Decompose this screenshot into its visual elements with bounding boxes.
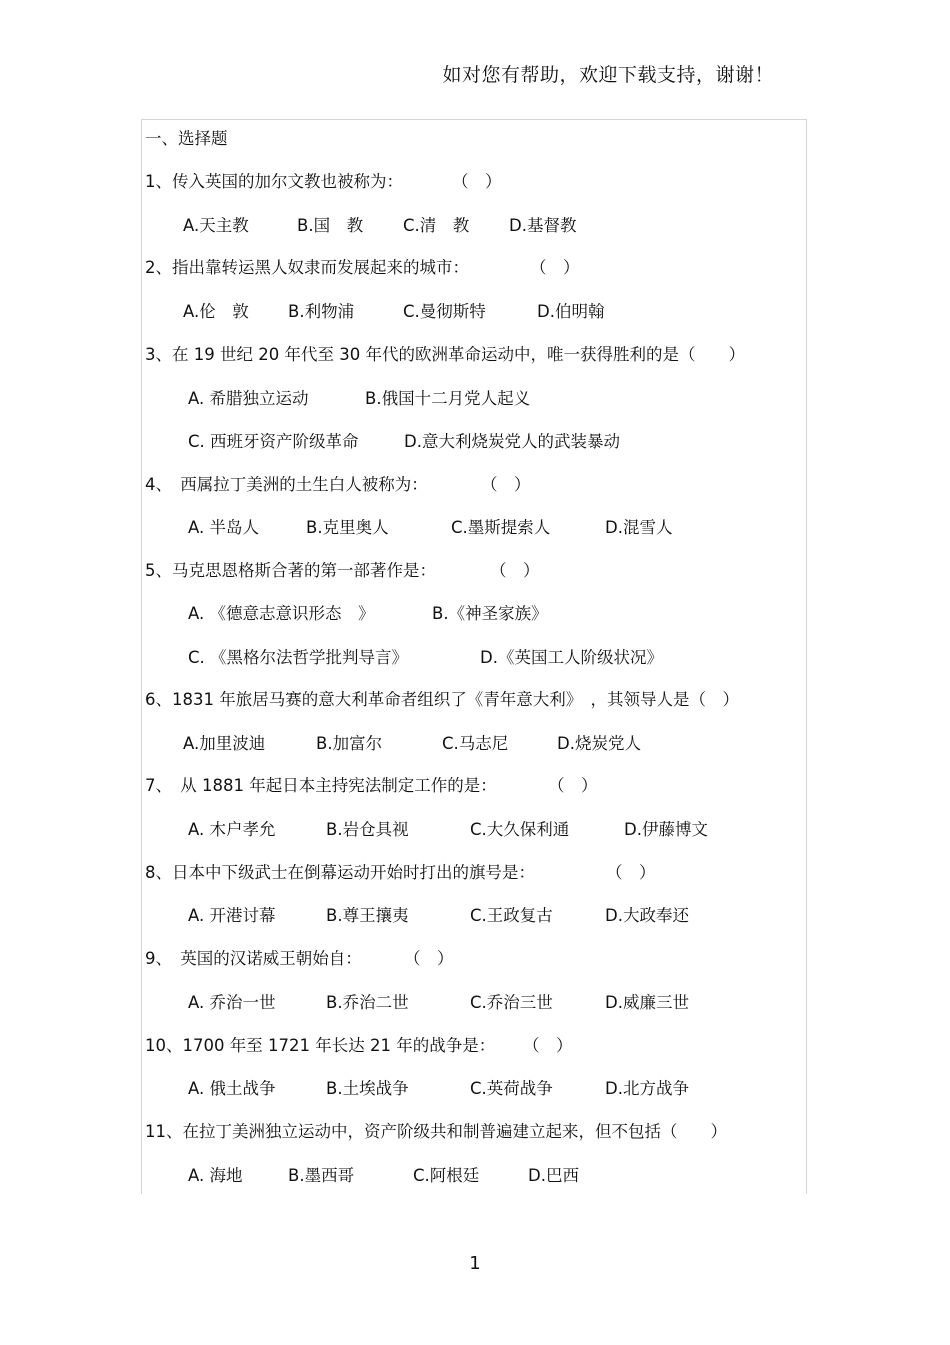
option-d: D.威廉三世 [605, 993, 689, 1012]
option-d: D.巴西 [528, 1166, 579, 1185]
answer-paren: （ ） [530, 258, 580, 277]
option-b: B.《神圣家族》 [432, 604, 548, 623]
question-9 [145, 948, 362, 970]
option-c: C.墨斯提索人 [451, 518, 551, 537]
option-b: B.乔治二世 [326, 993, 409, 1012]
question-stem: 3、在 19 世纪 20 年代至 30 年代的欧洲革命运动中，唯一获得胜利的是（ ） [145, 345, 745, 364]
question-stem: 1、传入英国的加尔文教也被称为： [145, 172, 403, 191]
option-c: C.曼彻斯特 [403, 302, 486, 321]
option-c: C.大久保利通 [470, 820, 570, 839]
option-d: D.伯明翰 [537, 302, 605, 321]
option-d: D.大政奉还 [605, 906, 689, 925]
section-title: 一、选择题 [145, 129, 228, 148]
answer-paren: （ ） [404, 949, 454, 968]
option-d: D.《英国工人阶级状况》 [480, 648, 663, 667]
option-a: A.加里波迪 [183, 734, 266, 753]
option-c: C.阿根廷 [413, 1166, 480, 1185]
option-d: D.烧炭党人 [557, 734, 641, 753]
question-stem: 11、在拉丁美洲独立运动中，资产阶级共和制普遍建立起来，但不包括（ ） [145, 1122, 727, 1141]
option-d: D.混雪人 [605, 518, 673, 537]
question-2 [145, 257, 469, 279]
option-a: A. 俄土战争 [188, 1079, 276, 1098]
question-11 [145, 1121, 727, 1143]
option-d: D.北方战争 [605, 1079, 689, 1098]
question-3 [145, 344, 745, 366]
question-stem: 9、 英国的汉诺威王朝始自： [145, 949, 362, 968]
option-c: C.马志尼 [442, 734, 509, 753]
option-a: A. 半岛人 [188, 518, 259, 537]
question-stem: 10、1700 年至 1721 年长达 21 年的战争是： [145, 1036, 496, 1055]
page-number: 1 [469, 1253, 481, 1274]
option-b: B.利物浦 [288, 302, 355, 321]
question-4 [145, 474, 428, 496]
option-b: B.克里奥人 [306, 518, 389, 537]
question-stem: 5、马克思恩格斯合著的第一部著作是： [145, 561, 436, 580]
option-d: D.基督教 [509, 216, 577, 235]
answer-paren: （ ） [490, 561, 540, 580]
option-b: B.加富尔 [316, 734, 383, 753]
question-stem: 6、1831 年旅居马赛的意大利革命者组织了《青年意大利》 ，其领导人是（ ） [145, 690, 739, 709]
option-c: C.王政复古 [470, 906, 553, 925]
option-a: A. 开港讨幕 [188, 906, 276, 925]
question-10 [145, 1035, 495, 1057]
content-frame-left-rule [141, 119, 142, 1194]
option-a: A.伦 敦 [183, 302, 249, 321]
question-7 [145, 775, 497, 797]
option-b: B.土埃战争 [326, 1079, 409, 1098]
option-c: C. 《黑格尔法哲学批判导言》 [188, 648, 409, 667]
question-5 [145, 560, 436, 582]
answer-paren: （ ） [548, 776, 598, 795]
option-b: B.墨西哥 [288, 1166, 355, 1185]
option-d: D.意大利烧炭党人的武装暴动 [404, 432, 620, 451]
question-stem: 2、指出靠转运黑人奴隶而发展起来的城市： [145, 258, 469, 277]
option-b: B.俄国十二月党人起义 [365, 389, 531, 408]
question-8 [145, 862, 535, 884]
option-d: D.伊藤博文 [624, 820, 708, 839]
option-b: B.国 教 [297, 216, 364, 235]
option-b: B.尊王攘夷 [326, 906, 409, 925]
question-1 [145, 171, 403, 193]
option-a: A. 希腊独立运动 [188, 389, 309, 408]
option-c: C.清 教 [403, 216, 470, 235]
answer-paren: （ ） [481, 475, 531, 494]
question-stem: 4、 西属拉丁美洲的土生白人被称为： [145, 475, 428, 494]
option-a: A.天主教 [183, 216, 249, 235]
question-6 [145, 689, 739, 711]
option-c: C.乔治三世 [470, 993, 553, 1012]
header-note: 如对您有帮助，欢迎下载支持，谢谢！ [442, 64, 774, 86]
answer-paren: （ ） [606, 863, 656, 882]
option-a: A. 木户孝允 [188, 820, 276, 839]
question-stem: 7、 从 1881 年起日本主持宪法制定工作的是： [145, 776, 497, 795]
option-c: C.英荷战争 [470, 1079, 553, 1098]
question-stem: 8、日本中下级武士在倒幕运动开始时打出的旗号是： [145, 863, 535, 882]
option-c: C. 西班牙资产阶级革命 [188, 432, 359, 451]
option-a: A. 《德意志意识形态 》 [188, 604, 375, 623]
option-b: B.岩仓具视 [326, 820, 409, 839]
option-a: A. 海地 [188, 1166, 243, 1185]
option-a: A. 乔治一世 [188, 993, 276, 1012]
answer-paren: （ ） [523, 1036, 573, 1055]
answer-paren: （ ） [452, 172, 502, 191]
